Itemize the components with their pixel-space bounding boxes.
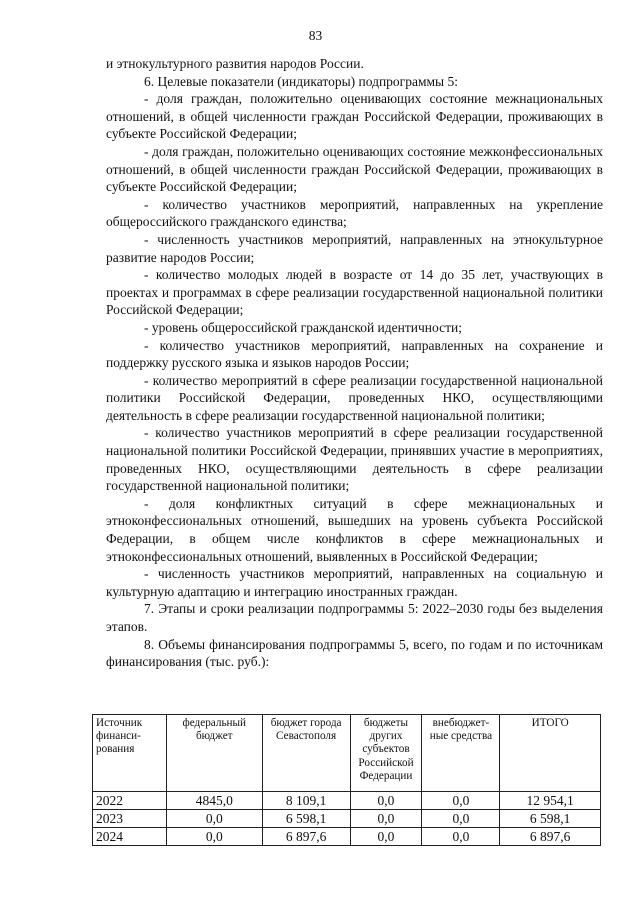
table-header-row: [93, 715, 601, 792]
year-cell: 2023: [93, 810, 167, 828]
amount-cell: 0,0: [166, 810, 262, 828]
amount-cell: 0,0: [422, 828, 500, 846]
paragraph: - количество участников мероприятий, направленных на сохранение и поддержку русского языка и языков народов России;: [106, 337, 603, 371]
paragraph: - количество мероприятий в сфере реализации государственной национальной политики Российской Федерации, проведенных НКО, осуществляющими деятельность в сфере реализации государственной национальной политики;: [106, 372, 603, 423]
header-source: Источник финанси-рования: [93, 715, 167, 792]
amount-cell: 12 954,1: [500, 792, 601, 810]
header-total: ИТОГО: [500, 715, 601, 792]
year-cell: 2022: [93, 792, 167, 810]
amount-cell: 6 897,6: [262, 828, 350, 846]
table-body: [93, 792, 601, 846]
header-federal-budget: федеральный бюджет: [166, 715, 262, 792]
financing-table: [92, 714, 601, 846]
document-body: [106, 55, 603, 671]
paragraph: 8. Объемы финансирования подпрограммы 5, всего, по годам и по источникам финансирования (тыс. руб.):: [106, 636, 603, 670]
paragraph: и этнокультурного развития народов России.: [106, 56, 364, 71]
paragraph: - доля граждан, положительно оценивающих состояние межконфессиональных отношений, в общей численности граждан Российской Федерации, проживающих в субъекте Российской Федерации;: [106, 143, 603, 195]
paragraph: 7. Этапы и сроки реализации подпрограммы 5: 2022–2030 годы без выделения этапов.: [106, 601, 603, 634]
amount-cell: 0,0: [350, 810, 422, 828]
paragraph: - уровень общероссийской гражданской идентичности;: [144, 319, 462, 335]
paragraph: - доля конфликтных ситуаций в сфере межнациональных и этноконфессиональных отношений, вышедших на уровень субъекта Российской Федерации, в общем числе конфликтов в сфере межнациональных и этноконфессиональных отношений, выявленных в Российской Федерации;: [106, 495, 603, 564]
year-cell: 2024: [93, 828, 167, 846]
table-row: [93, 810, 601, 828]
paragraph: - количество участников мероприятий в сфере реализации государственной национальной политики Российской Федерации, принявших участие в мероприятиях, проведенных НКО, осуществляющими деятельность в сфере реализации государственной национальной политики;: [106, 425, 603, 494]
page-number: 83: [308, 28, 323, 43]
table-row: [93, 828, 601, 846]
paragraph: 6. Целевые показатели (индикаторы) подпрограммы 5:: [144, 73, 458, 89]
amount-cell: 6 598,1: [262, 810, 350, 828]
amount-cell: 0,0: [422, 810, 500, 828]
paragraph: - численность участников мероприятий, направленных на социальную и культурную адаптацию и интеграцию иностранных граждан.: [106, 566, 603, 599]
amount-cell: 6 598,1: [500, 810, 601, 828]
paragraph: - количество молодых людей в возрасте от 14 до 35 лет, участвующих в проектах и программах в сфере реализации государственной национальной политики Российской Федерации;: [106, 267, 603, 318]
amount-cell: 6 897,6: [500, 828, 601, 846]
header-sevastopol-budget: бюджет города Севастополя: [262, 715, 350, 792]
header-extrabudgetary: внебюджет-ные средства: [422, 715, 500, 792]
paragraph: - численность участников мероприятий, направленных на этнокультурное развитие народов России;: [106, 231, 603, 265]
amount-cell: 0,0: [422, 792, 500, 810]
amount-cell: 0,0: [350, 828, 422, 846]
table-row: [93, 792, 601, 810]
header-other-subjects-budget: бюджеты других субъектов Российской Федерации: [350, 715, 422, 792]
paragraph: - доля граждан, положительно оценивающих состояние межнациональных отношений, в общей численности граждан Российской Федерации, проживающих в субъекте Российской Федерации;: [106, 91, 603, 142]
amount-cell: 0,0: [166, 828, 262, 846]
paragraph: - количество участников мероприятий, направленных на укрепление общероссийского гражданского единства;: [106, 196, 603, 230]
amount-cell: 8 109,1: [262, 792, 350, 810]
amount-cell: 4845,0: [166, 792, 262, 810]
amount-cell: 0,0: [350, 792, 422, 810]
